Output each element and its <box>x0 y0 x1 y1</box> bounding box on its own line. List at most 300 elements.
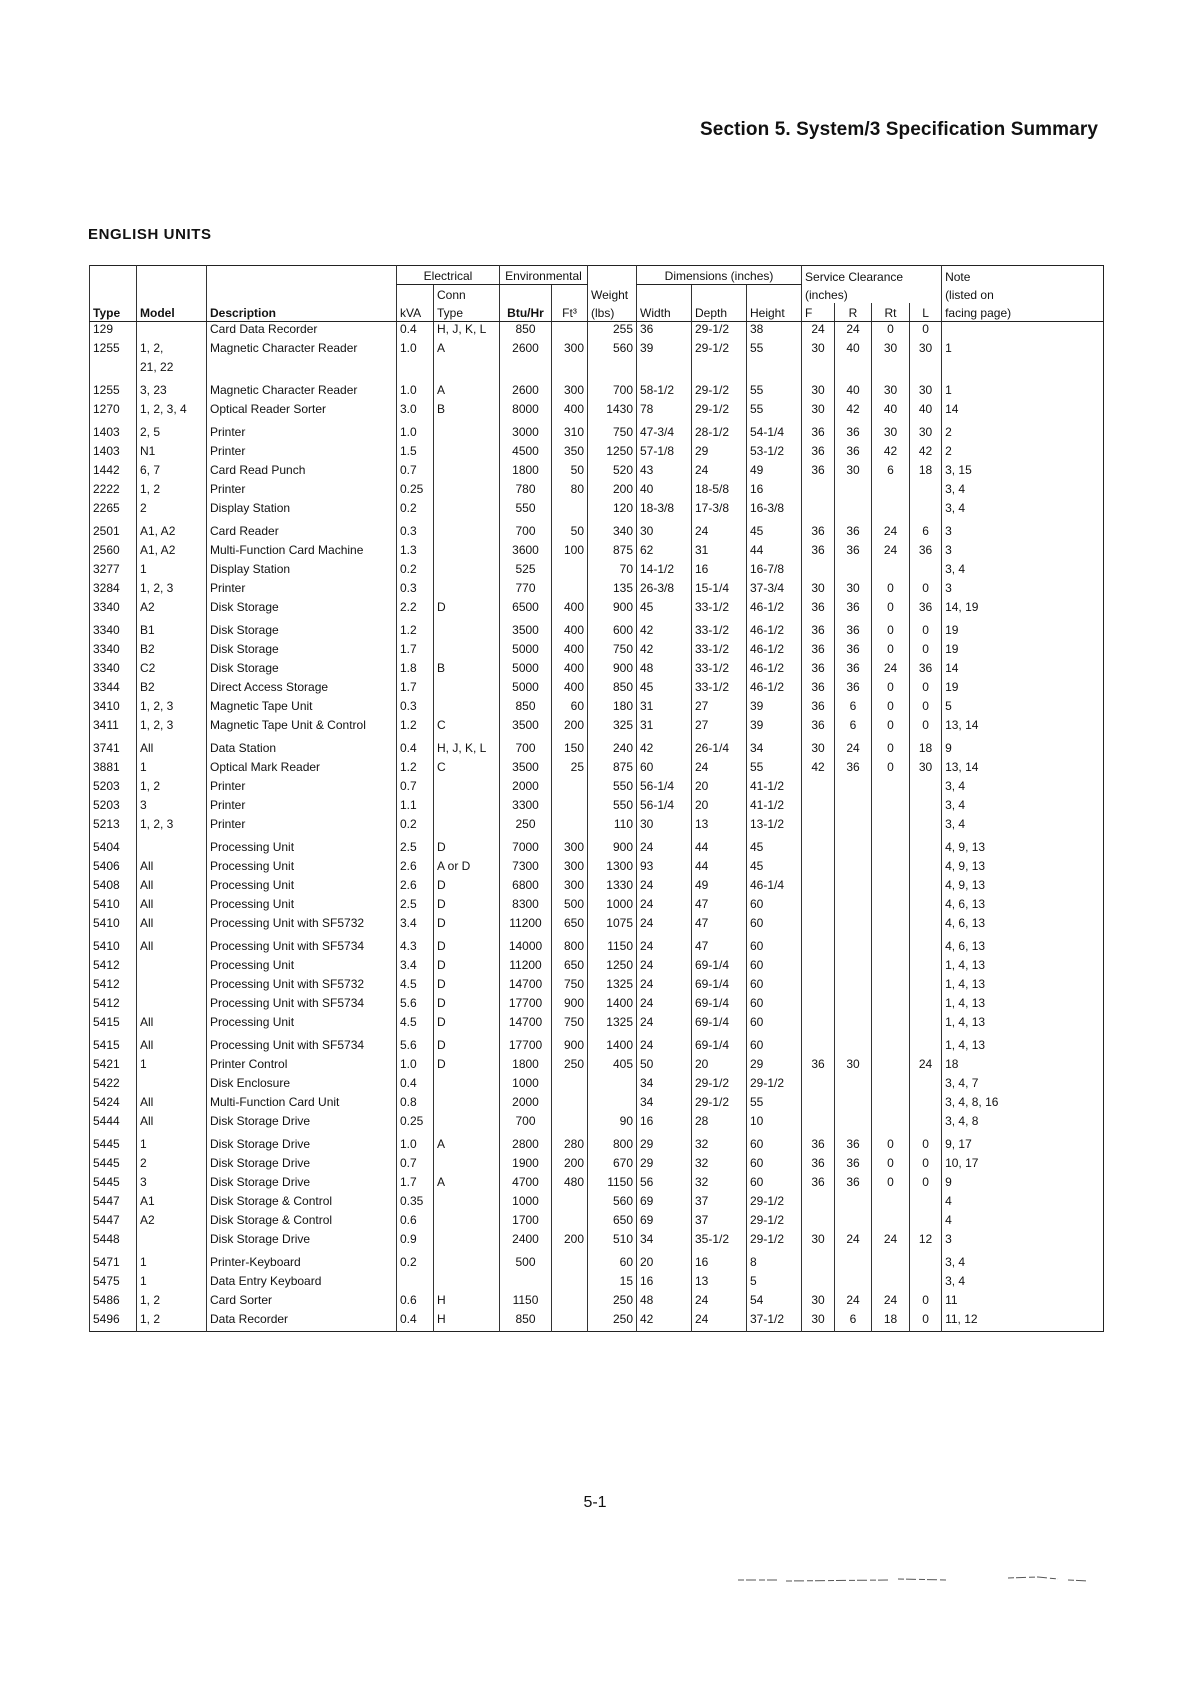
cell-clearance-rt: 30 <box>872 421 910 444</box>
cell-note: 4, 9, 13 <box>942 836 1104 859</box>
cell-width: 40 <box>637 482 692 501</box>
cell-model: C2 <box>137 661 207 680</box>
cell-conn-type <box>434 1251 500 1274</box>
cell-btu: 4500 <box>500 444 552 463</box>
cell-depth: 44 <box>692 836 747 859</box>
cell-height: 46-1/2 <box>747 661 802 680</box>
cell-clearance-rt: 0 <box>872 1156 910 1175</box>
cell-note: 14 <box>942 402 1104 421</box>
cell-type: 1255 <box>90 341 137 360</box>
cell-weight: 550 <box>588 798 637 817</box>
cell-weight: 875 <box>588 760 637 779</box>
table-row <box>90 1156 1104 1175</box>
cell-model: 1, 2 <box>137 482 207 501</box>
cell-depth: 16 <box>692 1251 747 1274</box>
cell-note: 4 <box>942 1194 1104 1213</box>
cell-height: 60 <box>747 1156 802 1175</box>
cell-clearance-rt <box>872 482 910 501</box>
cell-conn-type <box>434 482 500 501</box>
cell-width: 36 <box>637 322 692 342</box>
cell-clearance-rt <box>872 935 910 958</box>
cell-conn-type <box>434 1274 500 1293</box>
cell-weight: 900 <box>588 600 637 619</box>
cell-note: 11 <box>942 1293 1104 1312</box>
cell-model <box>137 836 207 859</box>
cell-note: 3, 4 <box>942 501 1104 520</box>
cell-width: 24 <box>637 958 692 977</box>
cell-depth: 69-1/4 <box>692 1015 747 1034</box>
cell-depth: 35-1/2 <box>692 1232 747 1251</box>
cell-clearance-r: 6 <box>835 1312 872 1332</box>
cell-weight: 650 <box>588 1213 637 1232</box>
cell-width: 42 <box>637 737 692 760</box>
cell-conn-type: B <box>434 661 500 680</box>
cell-weight: 1250 <box>588 444 637 463</box>
cell-weight: 750 <box>588 421 637 444</box>
cell-width: 47-3/4 <box>637 421 692 444</box>
table-row <box>90 1034 1104 1057</box>
cell-kva: 0.7 <box>397 1156 434 1175</box>
cell-note: 3, 4 <box>942 798 1104 817</box>
cell-description: Disk Storage Drive <box>207 1156 397 1175</box>
cell-clearance-f: 36 <box>802 463 835 482</box>
cell-kva: 1.2 <box>397 760 434 779</box>
cell-kva: 0.4 <box>397 1312 434 1332</box>
cell-width: 18-3/8 <box>637 501 692 520</box>
table-row <box>90 421 1104 444</box>
cell-type: 5471 <box>90 1251 137 1274</box>
cell-clearance-f <box>802 360 835 379</box>
cell-clearance-r: 30 <box>835 1057 872 1076</box>
cell-btu: 2400 <box>500 1232 552 1251</box>
cell-ft3: 650 <box>552 958 588 977</box>
header-clearance-line1: Service Clearance <box>802 266 942 285</box>
table-row <box>90 779 1104 798</box>
cell-description: Printer <box>207 421 397 444</box>
cell-clearance-f <box>802 1274 835 1293</box>
cell-btu: 17700 <box>500 1034 552 1057</box>
cell-kva: 3.0 <box>397 402 434 421</box>
cell-model: 1 <box>137 562 207 581</box>
header-ft3: Ft³ <box>552 303 588 322</box>
cell-height: 34 <box>747 737 802 760</box>
cell-note <box>942 322 1104 342</box>
cell-clearance-l <box>910 1251 942 1274</box>
cell-depth: 27 <box>692 699 747 718</box>
cell-conn-type <box>434 642 500 661</box>
table-row <box>90 1251 1104 1274</box>
cell-ft3: 50 <box>552 520 588 543</box>
cell-note: 14, 19 <box>942 600 1104 619</box>
cell-weight: 1430 <box>588 402 637 421</box>
cell-clearance-l <box>910 996 942 1015</box>
table-body <box>90 322 1104 1332</box>
cell-clearance-l <box>910 935 942 958</box>
table-row <box>90 444 1104 463</box>
cell-height: 55 <box>747 402 802 421</box>
table-row <box>90 1057 1104 1076</box>
cell-depth: 33-1/2 <box>692 619 747 642</box>
cell-kva: 0.2 <box>397 817 434 836</box>
cell-clearance-l: 36 <box>910 600 942 619</box>
table-row <box>90 798 1104 817</box>
cell-description: Disk Storage Drive <box>207 1114 397 1133</box>
cell-clearance-rt <box>872 1213 910 1232</box>
table-row <box>90 322 1104 342</box>
header-btu: Btu/Hr <box>500 303 552 322</box>
table-row <box>90 878 1104 897</box>
cell-note: 13, 14 <box>942 760 1104 779</box>
cell-conn-type <box>434 1156 500 1175</box>
cell-clearance-r <box>835 798 872 817</box>
cell-model: 1, 2 <box>137 1293 207 1312</box>
cell-clearance-r <box>835 1015 872 1034</box>
cell-note: 9 <box>942 737 1104 760</box>
cell-description: Printer <box>207 444 397 463</box>
cell-clearance-f <box>802 1034 835 1057</box>
cell-btu: 3300 <box>500 798 552 817</box>
cell-type: 3410 <box>90 699 137 718</box>
cell-ft3: 750 <box>552 1015 588 1034</box>
cell-conn-type <box>434 520 500 543</box>
cell-width: 45 <box>637 600 692 619</box>
cell-weight: 750 <box>588 642 637 661</box>
cell-note: 3, 4 <box>942 562 1104 581</box>
cell-description: Disk Storage & Control <box>207 1213 397 1232</box>
cell-clearance-r: 36 <box>835 642 872 661</box>
cell-model: 2, 5 <box>137 421 207 444</box>
cell-kva: 5.6 <box>397 1034 434 1057</box>
cell-depth: 32 <box>692 1175 747 1194</box>
cell-clearance-rt <box>872 859 910 878</box>
cell-width: 48 <box>637 661 692 680</box>
cell-kva: 1.0 <box>397 379 434 402</box>
cell-note: 10, 17 <box>942 1156 1104 1175</box>
cell-type: 129 <box>90 322 137 342</box>
cell-ft3: 400 <box>552 619 588 642</box>
cell-clearance-l: 30 <box>910 379 942 402</box>
cell-clearance-r: 42 <box>835 402 872 421</box>
cell-depth: 33-1/2 <box>692 642 747 661</box>
cell-conn-type <box>434 463 500 482</box>
cell-depth: 24 <box>692 520 747 543</box>
cell-clearance-rt: 0 <box>872 718 910 737</box>
cell-clearance-l: 30 <box>910 760 942 779</box>
cell-ft3 <box>552 322 588 342</box>
cell-clearance-l: 24 <box>910 1057 942 1076</box>
cell-description: Magnetic Character Reader <box>207 341 397 360</box>
cell-description: Magnetic Character Reader <box>207 379 397 402</box>
cell-model <box>137 1076 207 1095</box>
cell-height: 16 <box>747 482 802 501</box>
cell-depth: 24 <box>692 463 747 482</box>
cell-height: 54 <box>747 1293 802 1312</box>
cell-kva: 0.3 <box>397 699 434 718</box>
cell-weight: 1400 <box>588 996 637 1015</box>
cell-depth: 44 <box>692 859 747 878</box>
cell-clearance-f: 36 <box>802 718 835 737</box>
cell-clearance-l: 30 <box>910 421 942 444</box>
cell-conn-type: D <box>434 1034 500 1057</box>
cell-clearance-f: 30 <box>802 379 835 402</box>
cell-clearance-f <box>802 996 835 1015</box>
header-description: Description <box>207 303 397 322</box>
cell-width: 24 <box>637 878 692 897</box>
cell-depth: 20 <box>692 798 747 817</box>
cell-btu: 11200 <box>500 916 552 935</box>
cell-clearance-f <box>802 878 835 897</box>
cell-model: 2 <box>137 501 207 520</box>
header-width: Width <box>637 303 692 322</box>
cell-type: 5415 <box>90 1015 137 1034</box>
cell-btu: 700 <box>500 1114 552 1133</box>
cell-ft3: 300 <box>552 341 588 360</box>
cell-conn-type <box>434 619 500 642</box>
cell-clearance-f <box>802 1095 835 1114</box>
cell-ft3 <box>552 1213 588 1232</box>
cell-weight: 1250 <box>588 958 637 977</box>
cell-conn-type <box>434 501 500 520</box>
cell-btu: 7300 <box>500 859 552 878</box>
cell-description: Card Sorter <box>207 1293 397 1312</box>
cell-weight: 800 <box>588 1133 637 1156</box>
cell-btu: 1700 <box>500 1213 552 1232</box>
cell-type: 5415 <box>90 1034 137 1057</box>
table-row <box>90 1312 1104 1332</box>
cell-btu: 850 <box>500 322 552 342</box>
table-row <box>90 600 1104 619</box>
cell-description: Optical Reader Sorter <box>207 402 397 421</box>
cell-ft3: 200 <box>552 1156 588 1175</box>
cell-depth: 69-1/4 <box>692 996 747 1015</box>
spec-table-container <box>89 265 1103 1332</box>
cell-weight: 520 <box>588 463 637 482</box>
table-row <box>90 482 1104 501</box>
cell-depth: 20 <box>692 1057 747 1076</box>
cell-clearance-rt <box>872 1274 910 1293</box>
table-row <box>90 836 1104 859</box>
cell-width: 56 <box>637 1175 692 1194</box>
cell-note: 1, 4, 13 <box>942 996 1104 1015</box>
cell-note: 2 <box>942 444 1104 463</box>
cell-kva: 1.5 <box>397 444 434 463</box>
cell-description: Processing Unit with SF5732 <box>207 977 397 996</box>
cell-weight <box>588 1095 637 1114</box>
cell-description: Magnetic Tape Unit & Control <box>207 718 397 737</box>
cell-kva: 0.25 <box>397 482 434 501</box>
cell-model <box>137 322 207 342</box>
cell-clearance-rt <box>872 958 910 977</box>
cell-description: Processing Unit <box>207 859 397 878</box>
cell-kva: 0.9 <box>397 1232 434 1251</box>
table-row <box>90 501 1104 520</box>
header-clearance-r: R <box>835 303 872 322</box>
cell-conn-type: D <box>434 1015 500 1034</box>
cell-depth: 33-1/2 <box>692 600 747 619</box>
cell-type: 3340 <box>90 619 137 642</box>
cell-height: 60 <box>747 996 802 1015</box>
cell-clearance-f <box>802 817 835 836</box>
cell-clearance-rt <box>872 501 910 520</box>
cell-clearance-l <box>910 958 942 977</box>
header-note-line1: Note <box>942 266 1104 285</box>
header-conn-line1: Conn <box>434 285 500 304</box>
cell-clearance-l: 0 <box>910 680 942 699</box>
cell-model: 3 <box>137 798 207 817</box>
cell-width: 42 <box>637 642 692 661</box>
cell-description: Printer <box>207 779 397 798</box>
cell-note: 4, 9, 13 <box>942 878 1104 897</box>
cell-height: 60 <box>747 916 802 935</box>
cell-ft3: 280 <box>552 1133 588 1156</box>
cell-depth: 20 <box>692 779 747 798</box>
cell-depth: 69-1/4 <box>692 958 747 977</box>
cell-description: Card Data Recorder <box>207 322 397 342</box>
cell-clearance-r <box>835 1194 872 1213</box>
cell-clearance-rt: 6 <box>872 463 910 482</box>
cell-ft3: 350 <box>552 444 588 463</box>
header-clearance-line2: (inches) <box>802 285 942 304</box>
cell-clearance-f: 30 <box>802 402 835 421</box>
cell-width: 48 <box>637 1293 692 1312</box>
cell-kva: 1.0 <box>397 1133 434 1156</box>
cell-description: Processing Unit <box>207 897 397 916</box>
cell-clearance-f: 30 <box>802 341 835 360</box>
cell-clearance-f <box>802 916 835 935</box>
cell-conn-type: H <box>434 1293 500 1312</box>
cell-clearance-rt: 0 <box>872 1175 910 1194</box>
table-row <box>90 619 1104 642</box>
cell-clearance-r: 36 <box>835 1175 872 1194</box>
cell-clearance-f <box>802 958 835 977</box>
cell-btu: 525 <box>500 562 552 581</box>
cell-type: 1270 <box>90 402 137 421</box>
cell-height: 37-3/4 <box>747 581 802 600</box>
cell-clearance-r <box>835 935 872 958</box>
cell-btu: 1900 <box>500 1156 552 1175</box>
cell-weight: 70 <box>588 562 637 581</box>
cell-model: All <box>137 737 207 760</box>
cell-note: 4, 6, 13 <box>942 935 1104 958</box>
cell-clearance-r <box>835 1034 872 1057</box>
cell-type: 5444 <box>90 1114 137 1133</box>
cell-height: 38 <box>747 322 802 342</box>
cell-clearance-l: 0 <box>910 1175 942 1194</box>
cell-clearance-r: 36 <box>835 760 872 779</box>
cell-width: 16 <box>637 1274 692 1293</box>
cell-clearance-r: 30 <box>835 463 872 482</box>
cell-clearance-f: 36 <box>802 699 835 718</box>
cell-clearance-rt: 0 <box>872 581 910 600</box>
cell-note: 3, 4 <box>942 1274 1104 1293</box>
cell-weight: 110 <box>588 817 637 836</box>
cell-description: Processing Unit with SF5734 <box>207 1034 397 1057</box>
cell-clearance-rt: 0 <box>872 600 910 619</box>
cell-description: Data Entry Keyboard <box>207 1274 397 1293</box>
cell-btu: 3000 <box>500 421 552 444</box>
cell-ft3 <box>552 798 588 817</box>
header-kva: kVA <box>397 303 434 322</box>
cell-clearance-l <box>910 859 942 878</box>
cell-width: 78 <box>637 402 692 421</box>
header-type: Type <box>90 303 137 322</box>
cell-ft3: 480 <box>552 1175 588 1194</box>
cell-height: 60 <box>747 958 802 977</box>
cell-ft3: 500 <box>552 897 588 916</box>
table-row <box>90 379 1104 402</box>
cell-model: 1, 2 <box>137 779 207 798</box>
cell-conn-type <box>434 1232 500 1251</box>
cell-depth: 37 <box>692 1194 747 1213</box>
cell-clearance-l: 18 <box>910 463 942 482</box>
cell-clearance-l <box>910 1194 942 1213</box>
cell-model: 1 <box>137 1057 207 1076</box>
cell-height: 5 <box>747 1274 802 1293</box>
table-row <box>90 520 1104 543</box>
cell-btu: 1800 <box>500 1057 552 1076</box>
table-row <box>90 817 1104 836</box>
cell-width: 60 <box>637 760 692 779</box>
cell-btu: 3500 <box>500 760 552 779</box>
cell-clearance-rt: 24 <box>872 520 910 543</box>
cell-weight: 510 <box>588 1232 637 1251</box>
cell-note: 5 <box>942 699 1104 718</box>
cell-note: 3, 4 <box>942 817 1104 836</box>
cell-clearance-l: 36 <box>910 543 942 562</box>
cell-description: Disk Storage <box>207 619 397 642</box>
cell-model: A2 <box>137 600 207 619</box>
table-row <box>90 1015 1104 1034</box>
cell-btu: 2000 <box>500 779 552 798</box>
cell-kva: 1.2 <box>397 619 434 642</box>
cell-model: A1 <box>137 1194 207 1213</box>
cell-depth: 33-1/2 <box>692 661 747 680</box>
cell-note: 3 <box>942 1232 1104 1251</box>
cell-ft3 <box>552 581 588 600</box>
cell-depth: 29-1/2 <box>692 341 747 360</box>
cell-btu: 14000 <box>500 935 552 958</box>
cell-conn-type <box>434 581 500 600</box>
cell-description: Disk Storage Drive <box>207 1133 397 1156</box>
cell-ft3: 400 <box>552 642 588 661</box>
cell-type: 1255 <box>90 379 137 402</box>
cell-btu: 2800 <box>500 1133 552 1156</box>
cell-type: 1403 <box>90 421 137 444</box>
cell-btu: 850 <box>500 699 552 718</box>
cell-clearance-l <box>910 916 942 935</box>
cell-note: 11, 12 <box>942 1312 1104 1332</box>
cell-weight: 1075 <box>588 916 637 935</box>
cell-weight: 1325 <box>588 1015 637 1034</box>
cell-weight: 560 <box>588 341 637 360</box>
cell-ft3: 900 <box>552 1034 588 1057</box>
cell-weight: 1330 <box>588 878 637 897</box>
cell-type: 5412 <box>90 977 137 996</box>
cell-btu: 4700 <box>500 1175 552 1194</box>
cell-clearance-l: 0 <box>910 699 942 718</box>
cell-type: 1403 <box>90 444 137 463</box>
cell-clearance-rt <box>872 1015 910 1034</box>
header-electrical: Electrical <box>397 266 500 285</box>
cell-clearance-f: 36 <box>802 520 835 543</box>
cell-clearance-rt: 0 <box>872 642 910 661</box>
cell-description <box>207 360 397 379</box>
cell-height: 29 <box>747 1057 802 1076</box>
header-environmental: Environmental <box>500 266 588 285</box>
cell-clearance-r: 6 <box>835 699 872 718</box>
table-row <box>90 1133 1104 1156</box>
cell-btu: 3500 <box>500 718 552 737</box>
